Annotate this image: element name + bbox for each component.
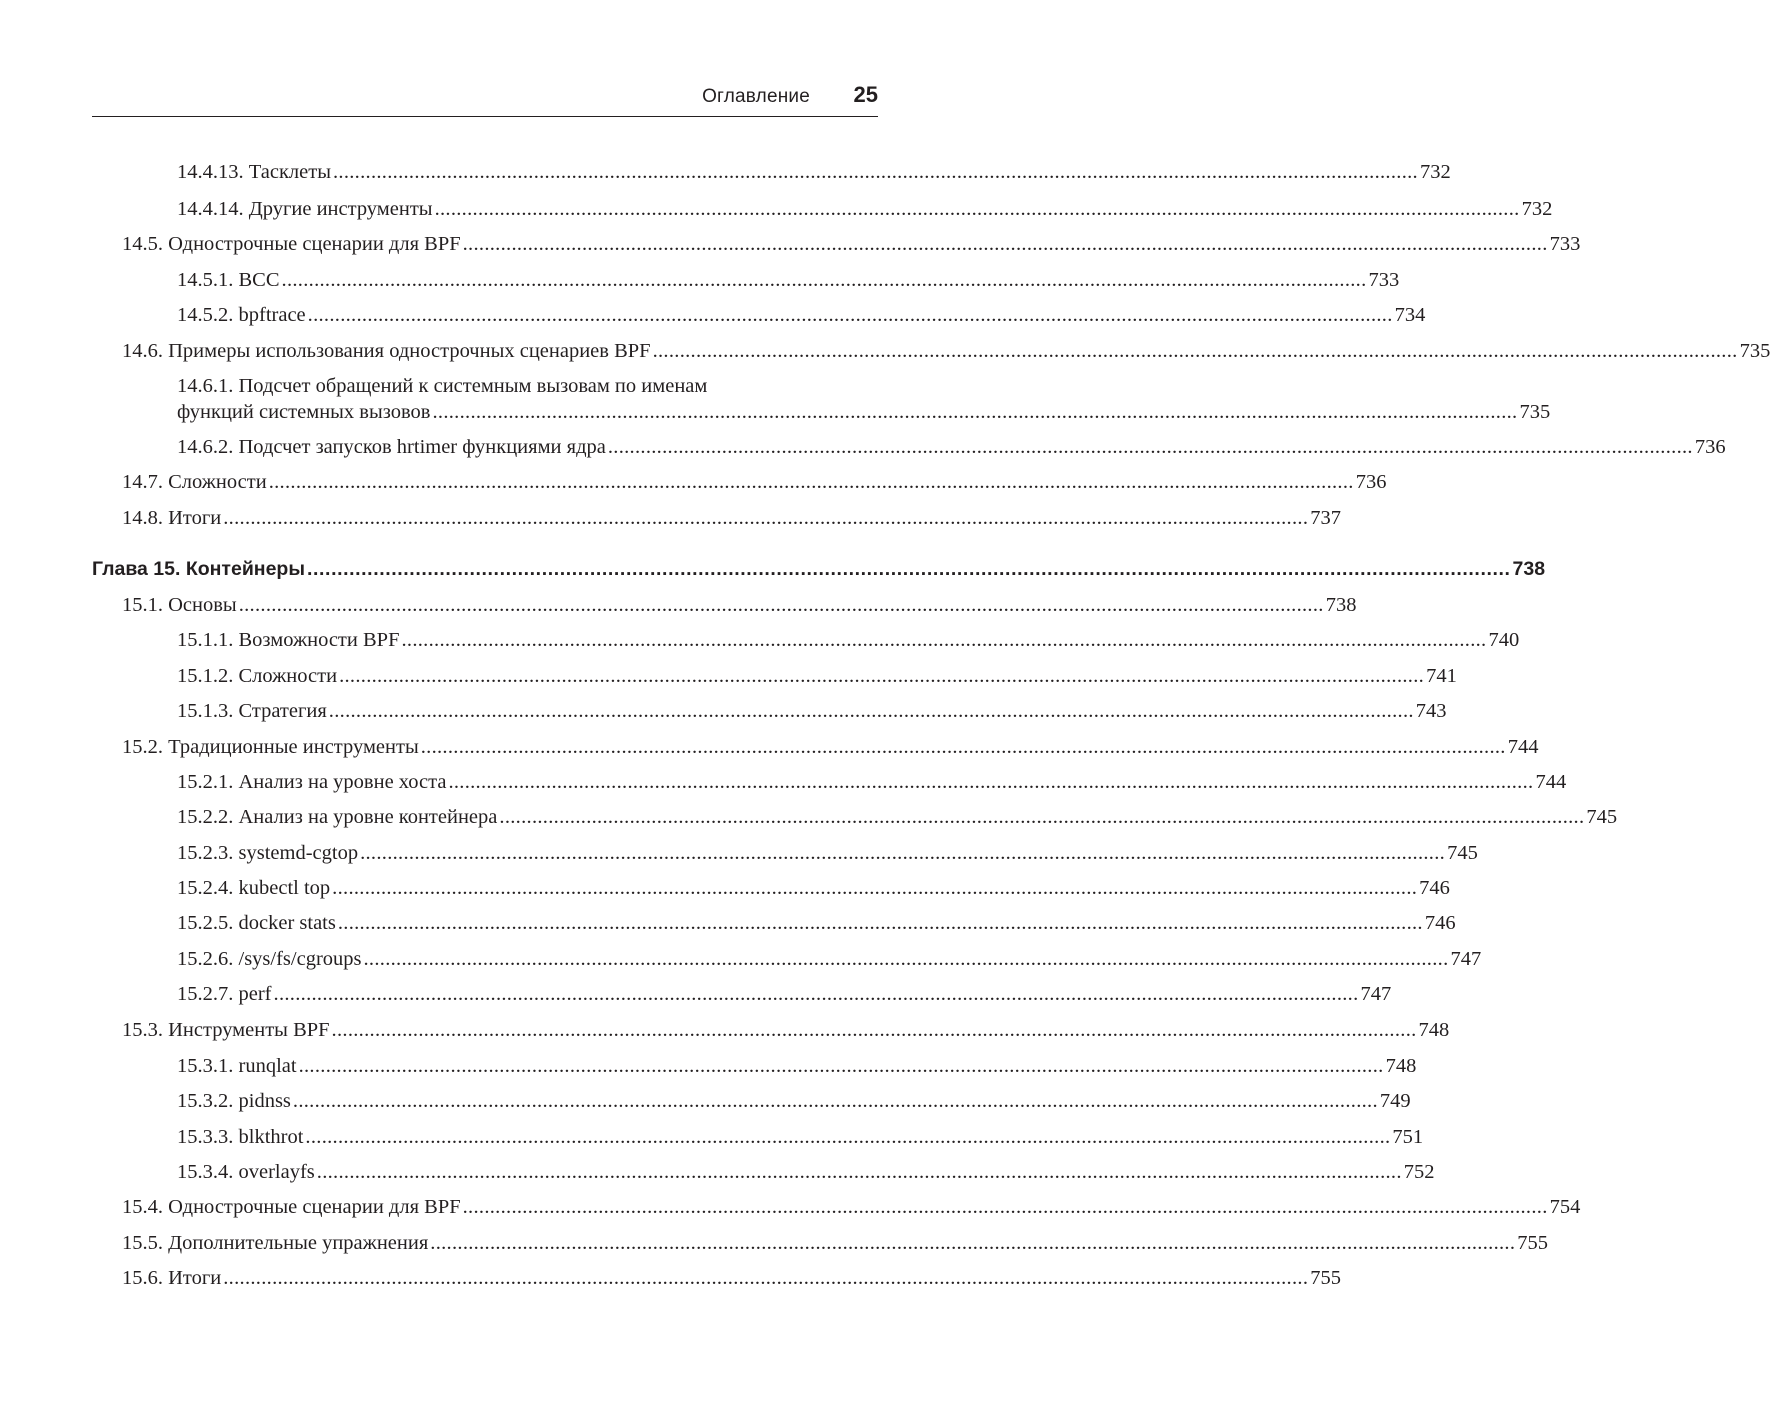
toc-entry-label: 15.4. Однострочные сценарии для BPF [122,1196,461,1218]
dot-leader [401,627,1486,653]
toc-entry-page: 733 [1549,233,1581,255]
toc-entry[interactable] [122,1230,1549,1256]
toc-entry[interactable] [177,434,1726,460]
toc-entry-label: 15.2.6. /sys/fs/cgroups [177,948,362,970]
dot-leader [332,875,1417,901]
toc-entry-page: 744 [1507,736,1539,758]
toc-entry[interactable] [122,592,1357,618]
toc-entry-page: 736 [1694,436,1726,458]
toc-entry[interactable] [177,1053,1417,1079]
toc-entry[interactable] [177,1159,1435,1185]
dot-leader [463,231,1548,257]
dot-leader [308,302,1393,328]
dot-leader [421,734,1506,760]
toc-entry-page: 734 [1394,304,1426,326]
toc-entry-label: 15.3.1. runqlat [177,1055,297,1077]
toc-entry[interactable] [122,1194,1581,1220]
toc-entry-page: 747 [1360,983,1392,1005]
dot-leader [360,840,1445,866]
toc-entry-label: 15.6. Итоги [122,1267,222,1289]
toc-entry-page: 744 [1535,771,1567,793]
toc-entry-page: 733 [1368,269,1400,291]
toc-entry[interactable] [122,469,1387,495]
dot-leader [608,434,1693,460]
toc-entry-label: 14.4.14. Другие инструменты [177,198,433,220]
toc-entry-page: 736 [1355,471,1387,493]
toc-entry-label: 15.3.4. overlayfs [177,1161,315,1183]
toc-entry-label: 15.1.1. Возможности BPF [177,629,400,651]
toc-entry-page: 748 [1385,1055,1417,1077]
toc-entry-label: 15.1.2. Сложности [177,665,338,687]
dot-leader [307,556,1511,582]
toc-entry-page: 732 [1521,198,1553,220]
toc-entry-label-line1[interactable]: 14.6.1. Подсчет обращений к системным вызовам по именам [177,375,708,397]
toc-entry[interactable] [122,505,1341,531]
dot-leader [463,1194,1548,1220]
toc-entry-page: 745 [1447,842,1478,864]
toc-entry-label: 14.6.2. Подсчет запусков hrtimer функциями ядра [177,436,606,458]
toc-entry-label: 15.2.1. Анализ на уровне хоста [177,771,447,793]
dot-leader [293,1088,1378,1114]
dot-leader [364,946,1449,972]
toc-entry-label: 15.1.3. Стратегия [177,700,327,722]
toc-entry-page: 732 [1419,161,1451,183]
page-number: 25 [853,82,878,107]
toc-entry-label: 14.4.13. Тасклеты [177,161,331,183]
toc-entry-page: 743 [1415,700,1447,722]
toc-entry-label: 14.6. Примеры использования однострочных сценариев BPF [122,340,651,362]
toc-entry[interactable] [177,663,1457,689]
toc-entry-label: 15.2. Традиционные инструменты [122,736,419,758]
toc-entry-page: 752 [1403,1161,1435,1183]
toc-entry-label: 14.5.1. BCC [177,269,280,291]
toc-entry[interactable] [122,734,1539,760]
dot-leader [430,1230,1515,1256]
toc-entry-page: 738 [1325,594,1357,616]
toc-entry-page: 755 [1310,1267,1341,1289]
toc-entry[interactable] [177,981,1392,1007]
dot-leader [317,1159,1402,1185]
toc-entry-label: 15.5. Дополнительные упражнения [122,1232,429,1254]
toc-entry-label: 14.5.2. bpftrace [177,304,306,326]
dot-leader [223,1265,1308,1291]
toc-entry[interactable] [177,196,1553,222]
dot-leader [653,338,1738,364]
toc-entry[interactable] [177,399,1551,425]
toc-entry[interactable] [122,338,1770,364]
toc-chapter-label: Глава 15. Контейнеры [92,558,305,580]
toc-entry[interactable] [177,769,1567,795]
toc-entry[interactable] [177,1088,1411,1114]
dot-leader [329,698,1414,724]
dot-leader [338,910,1423,936]
toc-entry[interactable] [177,875,1450,901]
running-header-title: Оглавление [702,86,810,107]
dot-leader [333,159,1418,185]
dot-leader [223,505,1308,531]
toc-entry[interactable] [177,1124,1424,1150]
toc-entry-label: 15.2.3. systemd-cgtop [177,842,359,864]
toc-entry[interactable] [177,910,1456,936]
toc-entry[interactable] [122,231,1581,257]
toc-entry-label: 14.7. Сложности [122,471,267,493]
toc-entry[interactable] [177,698,1447,724]
dot-leader [339,663,1424,689]
dot-leader [299,1053,1384,1079]
dot-leader [305,1124,1390,1150]
dot-leader [448,769,1533,795]
toc-entry-page: 740 [1488,629,1520,651]
toc-entry-page: 751 [1392,1126,1424,1148]
toc-entry-page: 741 [1426,665,1457,687]
dot-leader [499,804,1584,830]
dot-leader [274,981,1359,1007]
toc-entry[interactable] [177,267,1400,293]
dot-leader [239,592,1324,618]
toc-entry[interactable] [177,840,1478,866]
toc-entry[interactable] [177,804,1618,830]
toc-entry-label: 15.3. Инструменты BPF [122,1019,330,1041]
toc-entry-page: 754 [1549,1196,1581,1218]
dot-leader [269,469,1354,495]
toc-entry-label: 15.3.2. pidnss [177,1090,291,1112]
toc-entry-page: 735 [1739,340,1770,362]
toc-entry-page: 737 [1310,507,1341,529]
toc-entry-label: 15.2.4. kubectl top [177,877,331,899]
toc-entry-label: 15.2.7. perf [177,983,272,1005]
toc-entry-label: 14.8. Итоги [122,507,222,529]
dot-leader [332,1017,1417,1043]
toc-entry[interactable] [122,1017,1450,1043]
toc-entry-label: 14.5. Однострочные сценарии для BPF [122,233,461,255]
dot-leader [435,196,1520,222]
toc-entry-label: 15.3.3. blkthrot [177,1126,304,1148]
toc-entry[interactable] [177,159,1451,185]
toc-entry-page: 747 [1450,948,1482,970]
toc-chapter-entry[interactable] [92,556,1546,582]
toc-entry[interactable] [177,946,1482,972]
toc-entry-page: 755 [1517,1232,1549,1254]
toc-entry-label-line2: функций системных вызовов [177,401,431,423]
toc-entry-label: 15.2.5. docker stats [177,912,336,934]
toc-entry-label: 15.2.2. Анализ на уровне контейнера [177,806,498,828]
toc-entry-page: 746 [1419,877,1450,899]
dot-leader [282,267,1367,293]
toc-entry-label: 15.1. Основы [122,594,237,616]
toc-entry[interactable] [177,302,1426,328]
dot-leader [432,399,1517,425]
toc-entry-page: 735 [1519,401,1551,423]
toc-chapter-page: 738 [1512,558,1546,580]
toc-entry[interactable] [177,627,1520,653]
toc-entry-page: 749 [1379,1090,1411,1112]
toc-entry[interactable] [122,1265,1341,1291]
toc-entry-page: 745 [1586,806,1618,828]
toc-entry-page: 746 [1424,912,1456,934]
toc-entry-page: 748 [1418,1019,1450,1041]
